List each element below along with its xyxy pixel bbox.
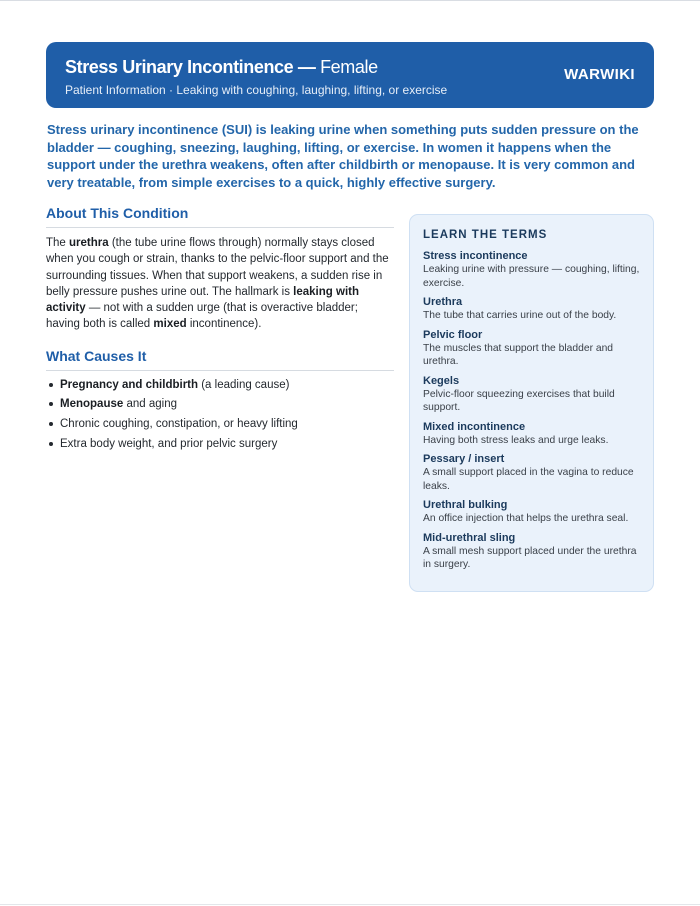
- brand-logo: WARWIKI: [564, 66, 635, 83]
- about-paragraph: The urethra (the tube urine flows through) normally stays closed when you cough or strain, thanks to the pelvic-floor support and the surrounding tissues. When that support weakens, a sudden rise in belly pressure pushes urine out. The hallmark is leaking with activity — not with a sudden urge (that is overactive bladder; having both is called mixed incontinence).: [46, 237, 389, 331]
- list-item: Menopause and aging: [46, 397, 394, 411]
- term-name: Stress incontinence: [423, 250, 528, 262]
- term-name: Mixed incontinence: [423, 420, 526, 433]
- terms-heading: LEARN THE TERMS: [423, 229, 548, 241]
- bottom-divider: [0, 904, 700, 905]
- causes-heading: What Causes It: [46, 347, 394, 371]
- term-name: Pelvic floor: [423, 328, 483, 341]
- intro-paragraph: Stress urinary incontinence (SUI) is leaking urine when something puts sudden pressure on the bladder — coughing, sneezing, laughing, lifting, or exercise. In women it happens when the support under the urethra weakens, often after childbirth or menopause. It is very common and very treatable, from simple exercises to a quick, highly effective surgery.: [47, 122, 639, 190]
- term-name: Kegels: [423, 374, 460, 387]
- term-definition: Leaking urine with pressure — coughing, lifting, exercise.: [423, 264, 640, 289]
- term-definition: Having both stress leaks and urge leaks.: [423, 434, 609, 446]
- term-name: Urethra: [423, 296, 463, 308]
- term-item: [423, 374, 640, 415]
- term-item: [423, 249, 640, 290]
- top-divider: [0, 0, 700, 1]
- term-definition: A small support placed in the vagina to reduce leaks.: [423, 467, 634, 492]
- terms-sidebar: [409, 214, 654, 592]
- causes-list: [46, 378, 394, 451]
- page-title: Stress Urinary Incontinence — Female: [65, 57, 378, 77]
- term-definition: The tube that carries urine out of the body.: [423, 310, 617, 321]
- list-item: Extra body weight, and prior pelvic surgery: [46, 437, 394, 451]
- term-item: [423, 420, 640, 448]
- term-name: Mid-urethral sling: [423, 531, 516, 544]
- term-definition: The muscles that support the bladder and urethra.: [423, 342, 614, 367]
- term-definition: An office injection that helps the urethra seal.: [423, 513, 629, 524]
- term-name: Pessary / insert: [423, 453, 505, 465]
- about-heading: About This Condition: [46, 204, 394, 228]
- term-item: [423, 328, 640, 369]
- term-definition: A small mesh support placed under the urethra in surgery.: [423, 545, 637, 570]
- term-item: [423, 498, 640, 526]
- list-item: Chronic coughing, constipation, or heavy lifting: [46, 417, 394, 431]
- term-item: [423, 295, 640, 323]
- term-item: [423, 531, 640, 572]
- list-item: Pregnancy and childbirth (a leading cause): [46, 378, 394, 392]
- term-definition: Pelvic-floor squeezing exercises that build support.: [423, 388, 615, 413]
- term-item: [423, 452, 640, 493]
- page-subtitle: Patient Information · Leaking with coughing, laughing, lifting, or exercise: [65, 83, 448, 97]
- header-banner: [46, 42, 654, 108]
- term-name: Urethral bulking: [423, 499, 508, 511]
- main-column: [46, 204, 394, 456]
